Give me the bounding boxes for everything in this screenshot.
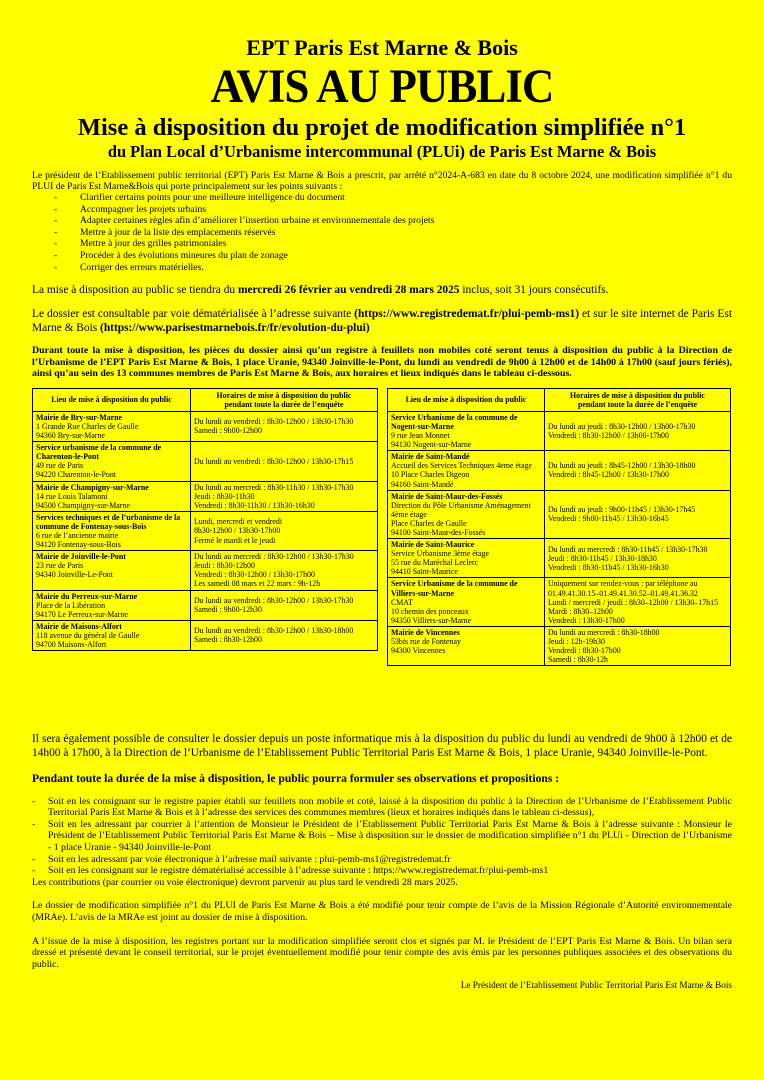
location-cell: [33, 511, 191, 550]
location-name: Mairie de Joinville-le-Pont: [36, 552, 126, 562]
col-header-horaires-line2: pendant toute la durée de l’enquête: [577, 399, 697, 409]
location-address-line: Accueil des Services Techniques 4eme étage: [391, 461, 533, 471]
pendant-heading: Pendant toute la durée de la mise à disposition, le public pourra formuler ses observations et propositions :: [32, 771, 560, 785]
hours-cell: [190, 411, 377, 441]
location-address-line: 23 rue de Paris: [36, 561, 84, 571]
location-cell: [33, 620, 191, 650]
location-address-line: 94500 Champigny-sur-Marne: [36, 500, 130, 510]
location-address-line: 94130 Nogent-sur-Marne: [391, 440, 472, 450]
registredemat-link[interactable]: (https://www.registredemat.fr/plui-pemb-ms1): [354, 308, 579, 321]
location-address-line: 94360 Bry-sur-Marne: [36, 431, 105, 441]
location-address-line: 53bis rue de Fontenay: [391, 637, 461, 646]
hours-line: Vendredi : 8h30-12h00 / 13h30-17h00: [193, 570, 315, 580]
location-address-line: Direction du Pôle Urbanisme Aménagement 4ème étage: [391, 500, 531, 519]
modification-point: - Corriger des erreurs matérielles.: [80, 262, 732, 274]
hours-cell: [190, 590, 377, 620]
locations-tables: [32, 388, 732, 722]
location-name: Service urbanisme de la commune de Charenton-le-Pont: [36, 443, 162, 462]
table-row: [33, 551, 378, 590]
col-header-horaires: [190, 388, 377, 411]
location-name: Mairie de Bry-sur-Marne: [36, 412, 123, 422]
dossier-text: Le dossier est consultable par voie dématérialisée à l’adresse suivante: [32, 308, 355, 321]
location-cell: [33, 551, 191, 590]
hours-cell: [190, 442, 377, 481]
observation-mode: - Soit en les adressant par voie électronique à l’adresse mail suivante : plui-pemb-ms1@registredemat.fr: [48, 854, 732, 866]
dates-text: La mise à disposition au public se tiendra du: [32, 284, 238, 297]
table-row: [388, 451, 731, 490]
hours-cell: [190, 511, 377, 550]
hours-line: Vendredi : 9h00-11h45 / 13h30-16h45: [547, 514, 669, 524]
hours-line: Samedi : 9h00-12h30: [193, 605, 262, 615]
locations-table-left: [32, 388, 378, 651]
hours-cell: [544, 539, 730, 578]
hours-line: Mardi : 8h30–12h00: [547, 606, 613, 616]
hours-cell: [190, 481, 377, 511]
modification-point: - Accompagner les projets urbains: [80, 204, 732, 216]
location-address-line: 94700 Maisons-Alfort: [36, 640, 107, 649]
modification-point: - Mettre à jour de la liste des emplacements réservés: [80, 227, 732, 239]
location-address-line: 6 rue de l’ancienne mairie: [36, 530, 119, 540]
notice-subtitle: Mise à disposition du projet de modification simplifiée n°1: [77, 114, 687, 141]
location-address-line: Service Urbanisme 3ème étage: [391, 549, 489, 559]
location-address-line: 94220 Charenton-le-Pont: [36, 470, 116, 480]
location-address-line: 1 Grande Rue Charles de Gaulle: [36, 421, 139, 431]
hours-line: Du lundi au jeudi : 9h00-11h45 / 13h30-17h45: [547, 505, 696, 515]
observation-mode: - Soit en les adressant par courrier à l’attention de Monsieur le Président de l’Etablissement Public Territorial Paris Est Marne & Bois à l’adresse suivante : Monsieur le Président de l’Etablissement Public Territorial Paris Est Marne & Bois – Mise à disposition sur le dossier de modification simplifiée n°1 du PLUi - Direction de l’Urbanisme - 1 place Uranie - 94340 Joinville-le-Pont: [48, 819, 732, 854]
hours-line: Du lundi au vendredi : 8h30-12h00 / 13h30-17h30: [193, 596, 354, 606]
table-row: [388, 411, 731, 450]
poste-paragraph: Il sera également possible de consulter le dossier depuis un poste informatique mis à la disposition du public du lundi au vendredi de 9h00 à 12h00 et de 14h00 à 17h00, à la Direction de l’Urbanisme de l’Etablissement Public Territorial Paris Est Marne & Bois, 1 place Uranie, 94340 Joinville-le-Pont.: [32, 732, 732, 759]
hours-line: Samedi : 9h00-12h00: [193, 426, 262, 436]
observation-mode: - Soit en les consignant sur le registre papier établi sur feuillets non mobile et coté, laissé à la disposition du public à la Direction de l’Urbanisme de l’Etablissement Public Territorial Paris Est Marne & Bois et à l’adresse des services des communes membres (lieux et horaires indiqués dans le tableau ci-dessus),: [48, 796, 732, 819]
hours-line: Lundi, mercredi et vendredi: [193, 517, 283, 527]
table-row: [33, 511, 378, 550]
location-address-line: 94120 Fontenay-sous-Bois: [36, 540, 121, 550]
hours-line: Du lundi au jeudi : 8h45-12h00 / 13h30-18h00: [547, 461, 696, 471]
col-header-lieu: Lieu de mise à disposition du public: [388, 388, 545, 411]
dates-paragraph: [32, 283, 732, 297]
hours-line: Vendredi : 8h30-12h00 / 13h00-17h00: [547, 431, 669, 441]
location-name: Mairie du Perreux-sur-Marne: [36, 591, 138, 601]
hours-line: Vendredi : 8h30-11h30 / 13h30-16h30: [193, 500, 315, 510]
website-link[interactable]: (https://www.parisestmarnebois.fr/fr/evolution-du-plui): [100, 322, 370, 335]
location-cell: [388, 451, 545, 490]
location-name: Service Urbanisme de la commune de Villiers-sur-Marne: [391, 579, 518, 598]
col-header-horaires: [544, 388, 730, 411]
table-row: [388, 578, 731, 626]
col-header-horaires-line2: pendant toute la durée de l’enquête: [224, 399, 344, 409]
table-row: [388, 539, 731, 578]
contributions-deadline: Les contributions (par courrier ou voie électronique) devront parvenir au plus tard le vendredi 28 mars 2025.: [32, 876, 458, 888]
location-cell: [388, 578, 545, 626]
location-cell: [388, 539, 545, 578]
hours-line: Du lundi au mercredi : 8h30-11h30 / 13h30-17h30: [193, 482, 354, 492]
hours-line: 8h30-12h00 / 13h30-17h00: [193, 526, 281, 536]
location-address-line: 94340 Joinville-Le-Pont: [36, 570, 113, 580]
table-row: [33, 411, 378, 441]
hours-line: Lundi / mercredi / jeudi : 8h30–12h00 / 13h30–17h15: [547, 597, 719, 607]
modification-point: - Procéder à des évolutions mineures du plan de zonage: [80, 250, 732, 262]
hours-line: Du lundi au mercredi : 8h30-11h45 / 13h30-17h30: [547, 544, 708, 554]
location-address-line: 49 rue de Paris: [36, 461, 84, 471]
dates-period: mercredi 26 février au vendredi 28 mars 2025: [237, 284, 460, 297]
hours-line: Jeudi : 8h30-11h45 / 13h30-18h30: [547, 553, 657, 563]
signature: Le Président de l’Etablissement Public Territorial Paris Est Marne & Bois: [460, 980, 732, 991]
hours-line: Samedi : 8h30-12h00: [193, 635, 262, 645]
location-address-line: 14 rue Louis Talamoni: [36, 491, 108, 501]
notice-subtitle-plui: du Plan Local d’Urbanisme intercommunal (PLUi) de Paris Est Marne & Bois: [107, 142, 657, 161]
location-name: Mairie de Saint-Maurice: [391, 540, 475, 550]
hours-line: Du lundi au vendredi : 8h30-12h00 / 13h30-17h30: [193, 417, 354, 427]
hours-line: Jeudi : 8h30-11h30: [193, 491, 255, 501]
location-address-line: 94100 Saint-Maur-des-Fossés: [391, 527, 486, 537]
hours-line: Vendredi : 13h30-17h00: [547, 615, 625, 625]
hours-line: Samedi : 8h30-12h: [547, 655, 609, 665]
table-row: [33, 620, 378, 650]
mrae-paragraph: Le dossier de modification simplifiée n°1 du PLUI de Paris Est Marne & Bois a été modifié pour tenir compte de l’avis de la Mission Régionale d’Autorité environnementale (MRAe). L’avis de la MRAe est joint au dossier de mise à disposition.: [32, 900, 732, 923]
hours-line: Vendredi : 8h30-17h00: [547, 646, 621, 656]
hours-line: Du lundi au vendredi : 8h30-12h00 / 13h30-17h15: [193, 456, 354, 466]
organization-title: EPT Paris Est Marne & Bois: [246, 35, 518, 60]
location-cell: [388, 490, 545, 538]
location-address-line: 118 avenue du général de Gaulle: [36, 630, 140, 640]
location-name: Mairie de Vincennes: [391, 627, 460, 637]
observation-mode: - Soit en les consignant sur le registre dématérialisé accessible à l’adresse suivante : https://www.registredemat.fr/plui-pemb-ms1: [48, 865, 732, 877]
hours-line: Du lundi au mercredi : 8h30-18h00: [547, 627, 660, 637]
hours-cell: [544, 451, 730, 490]
location-cell: [33, 442, 191, 481]
location-name: Mairie de Champigny-sur-Marne: [36, 482, 149, 492]
col-header-horaires-line1: Horaires de mise à disposition du public: [216, 390, 352, 400]
location-name: Mairie de Maisons-Alfort: [36, 621, 122, 631]
location-cell: [33, 590, 191, 620]
dates-text-end: inclus, soit 31 jours consécutifs.: [459, 284, 609, 297]
hours-line: Du lundi au vendredi : 8h30-12h00 / 13h30-18h00: [193, 626, 354, 636]
hours-line: Vendredi : 8h45-12h00 / 13h30-17h00: [547, 470, 669, 480]
hours-line: Jeudi : 12h-19h30: [547, 637, 605, 646]
location-name: Mairie de Saint-Mandé: [391, 452, 470, 462]
hours-line: Uniquement sur rendez-vous : par téléphone au 01.49.41.30.15–01.49.41.30.52–01.49.41.36.32: [547, 579, 698, 598]
location-name: Service Urbanisme de la commune de Nogent-sur-Marne: [391, 412, 518, 431]
modification-point: - Adapter certaines règles afin d’améliorer l’insertion urbaine et environnementale des projets: [80, 215, 732, 227]
modification-point: - Clarifier certains points pour une meilleure intelligence du document: [80, 192, 732, 204]
location-address-line: 94350 Villiers-sur-Marne: [391, 615, 472, 625]
location-cell: [388, 411, 545, 450]
location-address-line: 9 rue Jean Monnet: [391, 431, 450, 441]
locations-table-right: [387, 388, 731, 667]
col-header-lieu: Lieu de mise à disposition du public: [33, 388, 191, 411]
modification-point: - Mettre à jour des grilles patrimoniales: [80, 238, 732, 250]
location-address-line: Place de la Libération: [36, 600, 106, 610]
hours-line: Fermé le mardi et le jeudi: [193, 535, 276, 545]
location-name: Services techniques et de l’urbanisme de la commune de Fontenay-sous-Bois: [36, 512, 181, 531]
location-address-line: 10 Place Charles Digeon: [391, 470, 470, 480]
hours-line: Vendredi : 8h30-11h45 / 13h30-16h30: [547, 562, 669, 572]
hours-cell: [190, 551, 377, 590]
modification-points-list: [32, 192, 732, 273]
location-address-line: 94300 Vincennes: [391, 646, 446, 656]
notice-title: AVIS AU PUBLIC: [210, 59, 554, 113]
col-header-horaires-line1: Horaires de mise à disposition du public: [570, 390, 705, 400]
hours-cell: [544, 490, 730, 538]
location-address-line: Place Charles de Gaulle: [391, 518, 467, 528]
table-row: [388, 626, 731, 665]
location-address-line: 94410 Saint-Maurice: [391, 567, 458, 577]
observation-modes-list: [32, 796, 732, 877]
location-name: Mairie de Saint-Maur-des-Fossés: [391, 491, 503, 501]
hours-cell: [544, 411, 730, 450]
table-row: [388, 490, 731, 538]
location-cell: [33, 411, 191, 441]
dossier-paragraph: [32, 307, 732, 335]
location-address-line: CMAT: [391, 597, 413, 607]
hours-line: Les samedi 08 mars et 22 mars : 9h-12h: [193, 579, 321, 589]
table-row: [33, 590, 378, 620]
intro-paragraph: Le président de l’Etablissement public territorial (EPT) Paris Est Marne & Bois a prescrit, par arrêté n°2024-A-683 en date du 8 octobre 2024, une modification simplifiée n°1 du PLUI de Paris Est Marne&Bois qui porte principalement sur les points suivants :: [32, 170, 732, 192]
hours-line: Jeudi : 8h30-12h00: [193, 561, 255, 571]
durant-paragraph: Durant toute la mise à disposition, les pièces du dossier ainsi qu’un registre à feuillets non mobiles coté seront tenus à disposition du public à la Direction de l’Urbanisme de l’EPT Paris Est Marne & Bois, 1 place Uranie, 94340 Joinville-le-Pont, du lundi au vendredi de 9h00 à 12h00 et de 14h00 à 17h00 (sauf jours fériés), ainsi qu’au sein des 13 communes membres de Paris Est Marne & Bois, aux horaires et lieux indiqués dans le tableau ci-dessous.: [32, 345, 732, 380]
location-cell: [388, 626, 545, 665]
table-row: [33, 481, 378, 511]
dossier-text-middle: et sur le site internet de Paris Est Marne & Bois: [32, 308, 732, 335]
hours-cell: [190, 620, 377, 650]
location-address-line: 94160 Saint-Mandé: [391, 479, 454, 489]
hours-cell: [544, 626, 730, 665]
location-address-line: 10 chemin des ponceaux: [391, 606, 469, 616]
table-row: [33, 442, 378, 481]
hours-line: Du lundi au mercredi : 8h30-12h00 / 13h30-17h30: [193, 552, 354, 562]
issue-paragraph: A l’issue de la mise à disposition, les registres portant sur la modification simplifiée seront clos et signés par M. le Président de l’EPT Paris Est Marne & Bois. Un bilan sera dressé et présenté devant le conseil territorial, sur le projet éventuellement modifié pour tenir compte des avis émis par les personnes publiques associées et des observations du public.: [32, 935, 732, 970]
location-address-line: 94170 Le Perreux-sur-Marne: [36, 609, 128, 619]
location-address-line: 55 rue du Maréchal Leclerc: [391, 558, 479, 568]
location-cell: [33, 481, 191, 511]
hours-line: Du lundi au jeudi : 8h30-12h00 / 13h00-17h30: [547, 421, 696, 431]
hours-cell: [544, 578, 730, 626]
